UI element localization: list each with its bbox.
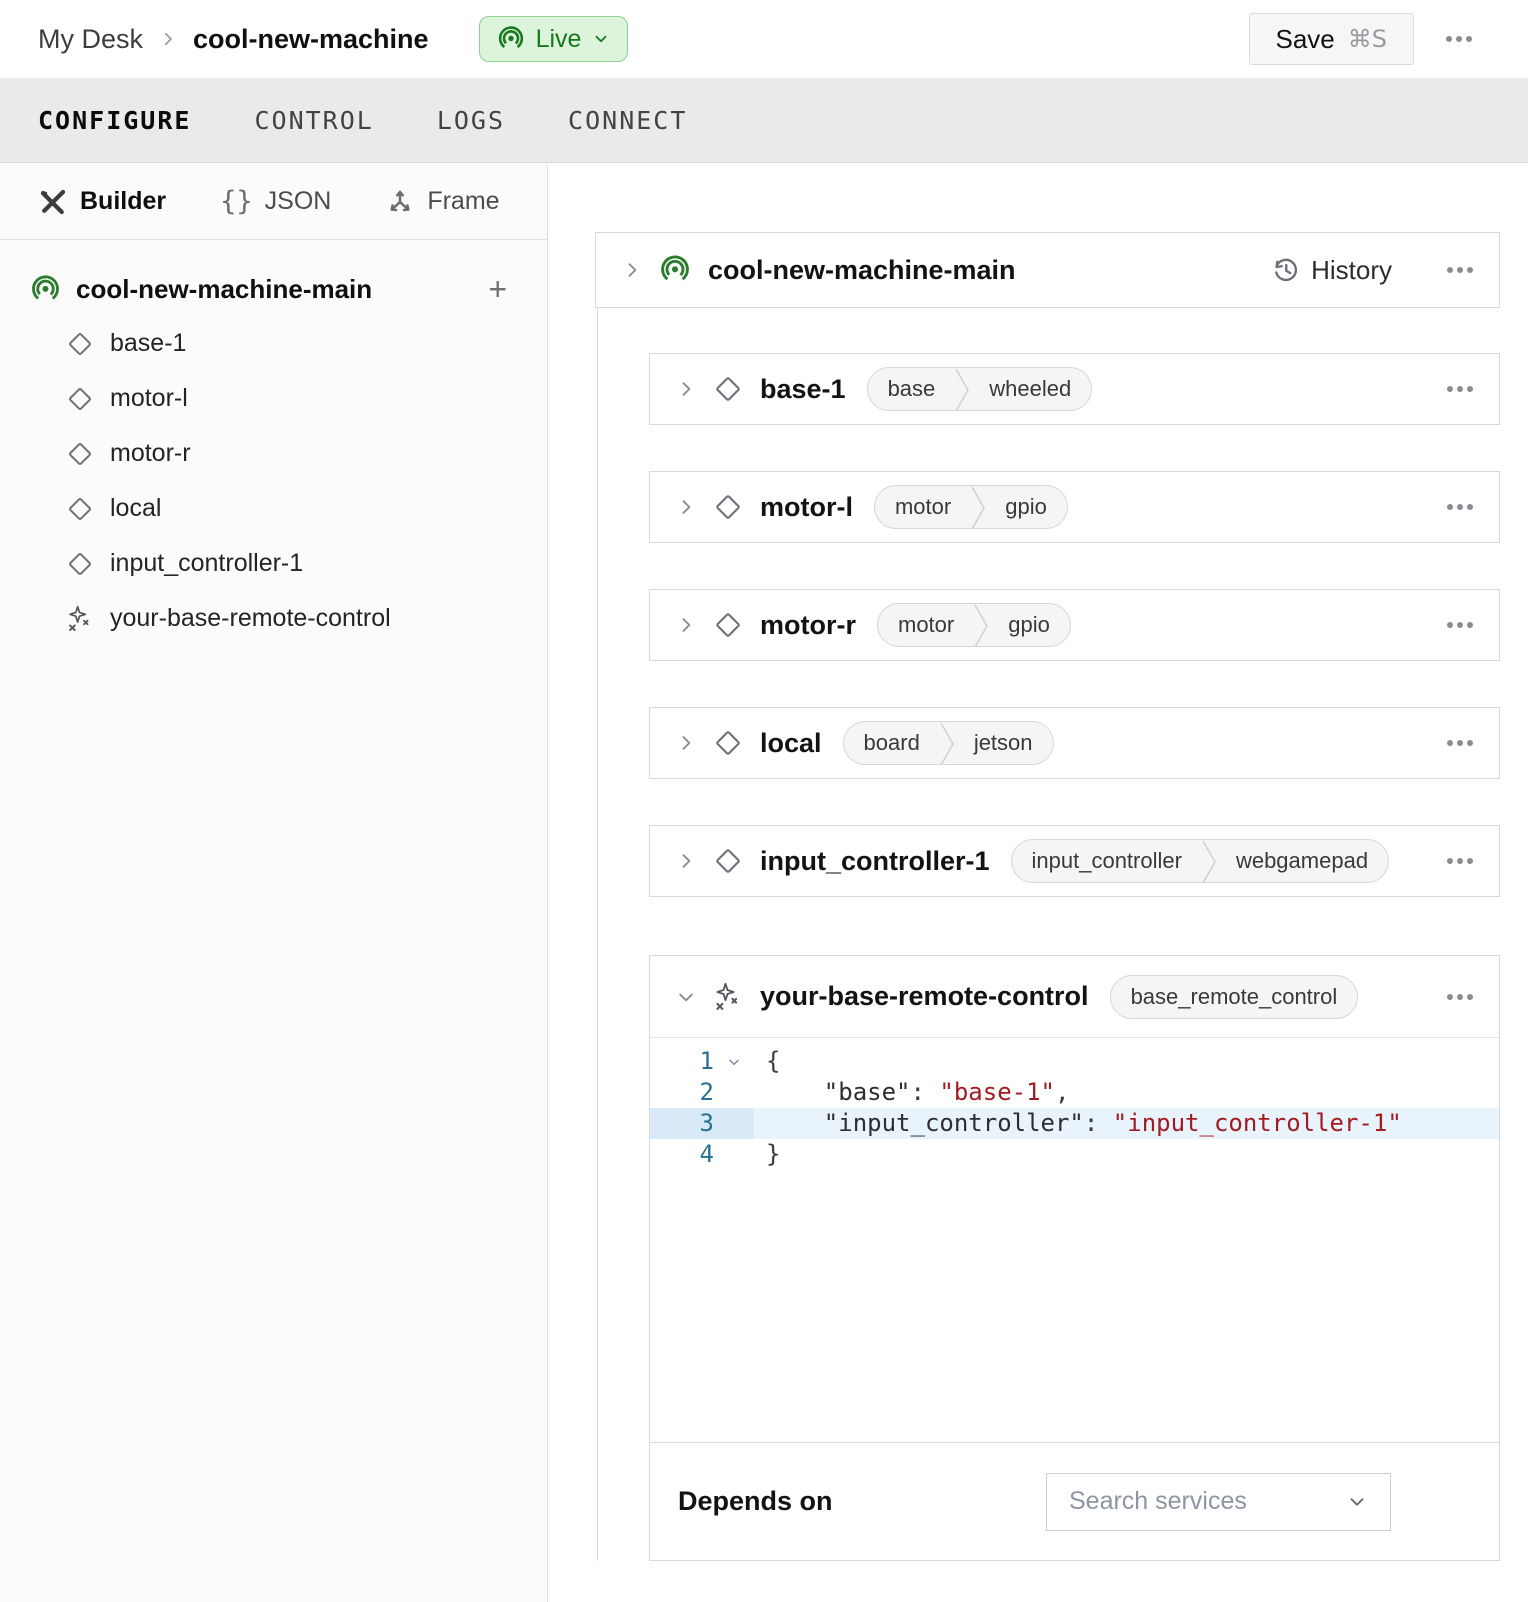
tree-root-label: cool-new-machine-main xyxy=(76,273,373,304)
service-json-editor[interactable] xyxy=(650,1039,1499,1443)
live-status-label: Live xyxy=(535,24,582,53)
tree-root-machine-part[interactable] xyxy=(0,262,547,316)
component-diamond-icon xyxy=(713,728,743,758)
machine-part-tree xyxy=(0,240,547,646)
config-view-switcher xyxy=(0,164,547,240)
history-label: History xyxy=(1311,254,1392,285)
component-diamond-icon xyxy=(713,610,743,640)
component-diamond-icon xyxy=(66,330,94,358)
broadcast-icon xyxy=(659,254,691,286)
collapse-chevron-down-icon[interactable] xyxy=(676,987,696,1007)
component-name: motor-l xyxy=(760,491,853,522)
code-token: } xyxy=(766,1140,781,1168)
api-label: motor xyxy=(894,494,952,519)
live-status-dropdown[interactable] xyxy=(479,16,629,62)
view-tab-label: Builder xyxy=(80,187,167,215)
component-diamond-icon xyxy=(66,495,94,523)
model-label: wheeled xyxy=(989,376,1072,401)
component-kebab-menu-icon[interactable] xyxy=(1447,858,1473,864)
component-card-motor-r xyxy=(649,589,1500,661)
tab-logs[interactable]: LOGS xyxy=(436,105,506,135)
service-kebab-menu-icon[interactable] xyxy=(1447,994,1473,1000)
tree-item-label: motor-r xyxy=(110,439,191,467)
service-type-pill xyxy=(1110,975,1359,1019)
topbar-kebab-menu-icon[interactable] xyxy=(1446,36,1472,42)
editor-line-1[interactable] xyxy=(650,1046,1499,1077)
service-name: your-base-remote-control xyxy=(760,981,1089,1011)
code-token: : xyxy=(1083,1109,1113,1137)
history-clock-icon xyxy=(1270,255,1300,285)
broadcast-icon xyxy=(497,25,525,53)
api-model-pill xyxy=(867,367,1093,411)
component-kebab-menu-icon[interactable] xyxy=(1447,740,1473,746)
top-bar xyxy=(0,0,1528,78)
model-label: gpio xyxy=(1008,612,1050,637)
api-model-pill xyxy=(877,603,1071,647)
expand-chevron-icon[interactable] xyxy=(676,851,696,871)
component-name: input_controller-1 xyxy=(760,845,990,876)
breadcrumb-machine-name: cool-new-machine xyxy=(193,23,429,54)
pill-divider-icon xyxy=(974,604,988,647)
view-tab-frame[interactable] xyxy=(385,187,499,217)
service-sparkles-icon xyxy=(713,982,743,1012)
component-diamond-icon xyxy=(66,385,94,413)
tools-icon xyxy=(38,187,68,217)
service-depends-section xyxy=(650,1442,1499,1560)
pill-divider-icon xyxy=(1202,840,1216,883)
line-number: 1 xyxy=(699,1047,714,1075)
tree-item-label: local xyxy=(110,494,162,522)
expand-chevron-icon[interactable] xyxy=(676,615,696,635)
component-diamond-icon xyxy=(713,492,743,522)
tree-item-label: base-1 xyxy=(110,329,187,357)
json-key: "input_controller" xyxy=(823,1109,1084,1137)
save-button[interactable] xyxy=(1249,13,1415,65)
api-label: input_controller xyxy=(1031,848,1182,873)
service-card-your-base-remote-control xyxy=(649,955,1500,1561)
config-main-panel xyxy=(549,164,1528,1602)
view-tab-label: JSON xyxy=(264,187,332,215)
depends-on-label: Depends on xyxy=(678,1486,833,1516)
save-shortcut-hint: ⌘S xyxy=(1347,25,1387,53)
tree-item-motor-r[interactable] xyxy=(0,426,547,481)
frame-axes-icon xyxy=(385,187,415,217)
pill-divider-icon xyxy=(971,486,985,529)
view-tab-label: Frame xyxy=(427,187,500,215)
code-token: : xyxy=(910,1078,940,1106)
broadcast-icon xyxy=(30,274,61,305)
service-type-label: base_remote_control xyxy=(1130,983,1338,1009)
json-value: "base-1" xyxy=(939,1078,1055,1106)
breadcrumb-parent[interactable]: My Desk xyxy=(38,23,144,54)
component-card-local xyxy=(649,707,1500,779)
tree-item-input-controller-1[interactable] xyxy=(0,536,547,591)
component-diamond-icon xyxy=(713,374,743,404)
tree-item-base-1[interactable] xyxy=(0,316,547,371)
view-tab-json[interactable] xyxy=(220,186,331,217)
editor-line-2[interactable] xyxy=(650,1077,1499,1108)
config-sidebar xyxy=(0,164,548,1602)
component-card-base-1 xyxy=(649,353,1500,425)
json-value: "input_controller-1" xyxy=(1112,1109,1402,1137)
expand-chevron-icon[interactable] xyxy=(676,733,696,753)
component-name: motor-r xyxy=(760,609,856,640)
fold-chevron-down-icon[interactable] xyxy=(714,1046,754,1077)
api-label: motor xyxy=(898,612,955,637)
tab-connect[interactable]: CONNECT xyxy=(568,105,688,135)
component-card-motor-l xyxy=(649,471,1500,543)
tree-item-your-base-remote-control[interactable] xyxy=(0,591,547,646)
json-key: "base" xyxy=(823,1078,911,1106)
model-label: webgamepad xyxy=(1235,848,1369,873)
component-diamond-icon xyxy=(713,846,743,876)
tree-item-motor-l[interactable] xyxy=(0,371,547,426)
service-sparkles-icon xyxy=(66,605,94,633)
add-component-button[interactable]: + xyxy=(488,271,507,307)
breadcrumb-chevron-icon xyxy=(159,30,177,48)
editor-line-4[interactable] xyxy=(650,1139,1499,1170)
component-kebab-menu-icon[interactable] xyxy=(1447,386,1473,392)
tree-item-local[interactable] xyxy=(0,481,547,536)
api-model-pill xyxy=(874,485,1068,529)
history-button[interactable] xyxy=(1270,255,1392,286)
code-token: , xyxy=(1055,1078,1070,1106)
api-model-pill xyxy=(843,721,1054,765)
machine-part-kebab-menu-icon[interactable] xyxy=(1447,267,1473,273)
api-label: board xyxy=(863,730,920,755)
tab-configure[interactable]: CONFIGURE xyxy=(38,105,192,135)
model-label: gpio xyxy=(1005,494,1047,519)
line-number: 4 xyxy=(699,1140,714,1168)
save-button-label: Save xyxy=(1275,23,1335,54)
view-tab-builder[interactable] xyxy=(38,187,166,217)
tab-control[interactable]: CONTROL xyxy=(254,105,374,135)
machine-tab-bar xyxy=(0,78,1528,163)
chevron-down-icon xyxy=(1346,1491,1368,1513)
line-number: 2 xyxy=(699,1078,714,1106)
tree-item-label: motor-l xyxy=(110,384,188,412)
chevron-down-icon xyxy=(592,30,610,48)
tree-guide-line xyxy=(597,308,598,1561)
editor-line-3-active[interactable] xyxy=(650,1108,1499,1139)
component-name: base-1 xyxy=(760,373,846,404)
search-services-placeholder: Search services xyxy=(1069,1487,1247,1515)
component-diamond-icon xyxy=(66,440,94,468)
pill-divider-icon xyxy=(955,368,969,411)
component-kebab-menu-icon[interactable] xyxy=(1447,622,1473,628)
component-name: local xyxy=(760,727,822,758)
machine-part-title: cool-new-machine-main xyxy=(708,254,1016,285)
tree-item-label: input_controller-1 xyxy=(110,549,304,577)
search-services-select[interactable] xyxy=(1046,1473,1391,1531)
pill-divider-icon xyxy=(940,722,954,765)
line-number: 3 xyxy=(699,1109,714,1137)
expand-chevron-icon[interactable] xyxy=(676,497,696,517)
service-card-header xyxy=(650,956,1499,1038)
braces-icon: {} xyxy=(220,186,253,217)
api-label: base xyxy=(887,376,936,401)
code-token: { xyxy=(766,1047,781,1075)
api-model-pill xyxy=(1011,839,1390,883)
component-diamond-icon xyxy=(66,550,94,578)
topbar-actions xyxy=(1249,13,1528,65)
tree-item-label: your-base-remote-control xyxy=(110,604,391,632)
component-kebab-menu-icon[interactable] xyxy=(1447,504,1473,510)
component-card-input-controller-1 xyxy=(649,825,1500,897)
expand-chevron-icon[interactable] xyxy=(622,260,642,280)
model-label: jetson xyxy=(973,730,1033,755)
machine-part-card xyxy=(595,232,1500,308)
expand-chevron-icon[interactable] xyxy=(676,379,696,399)
